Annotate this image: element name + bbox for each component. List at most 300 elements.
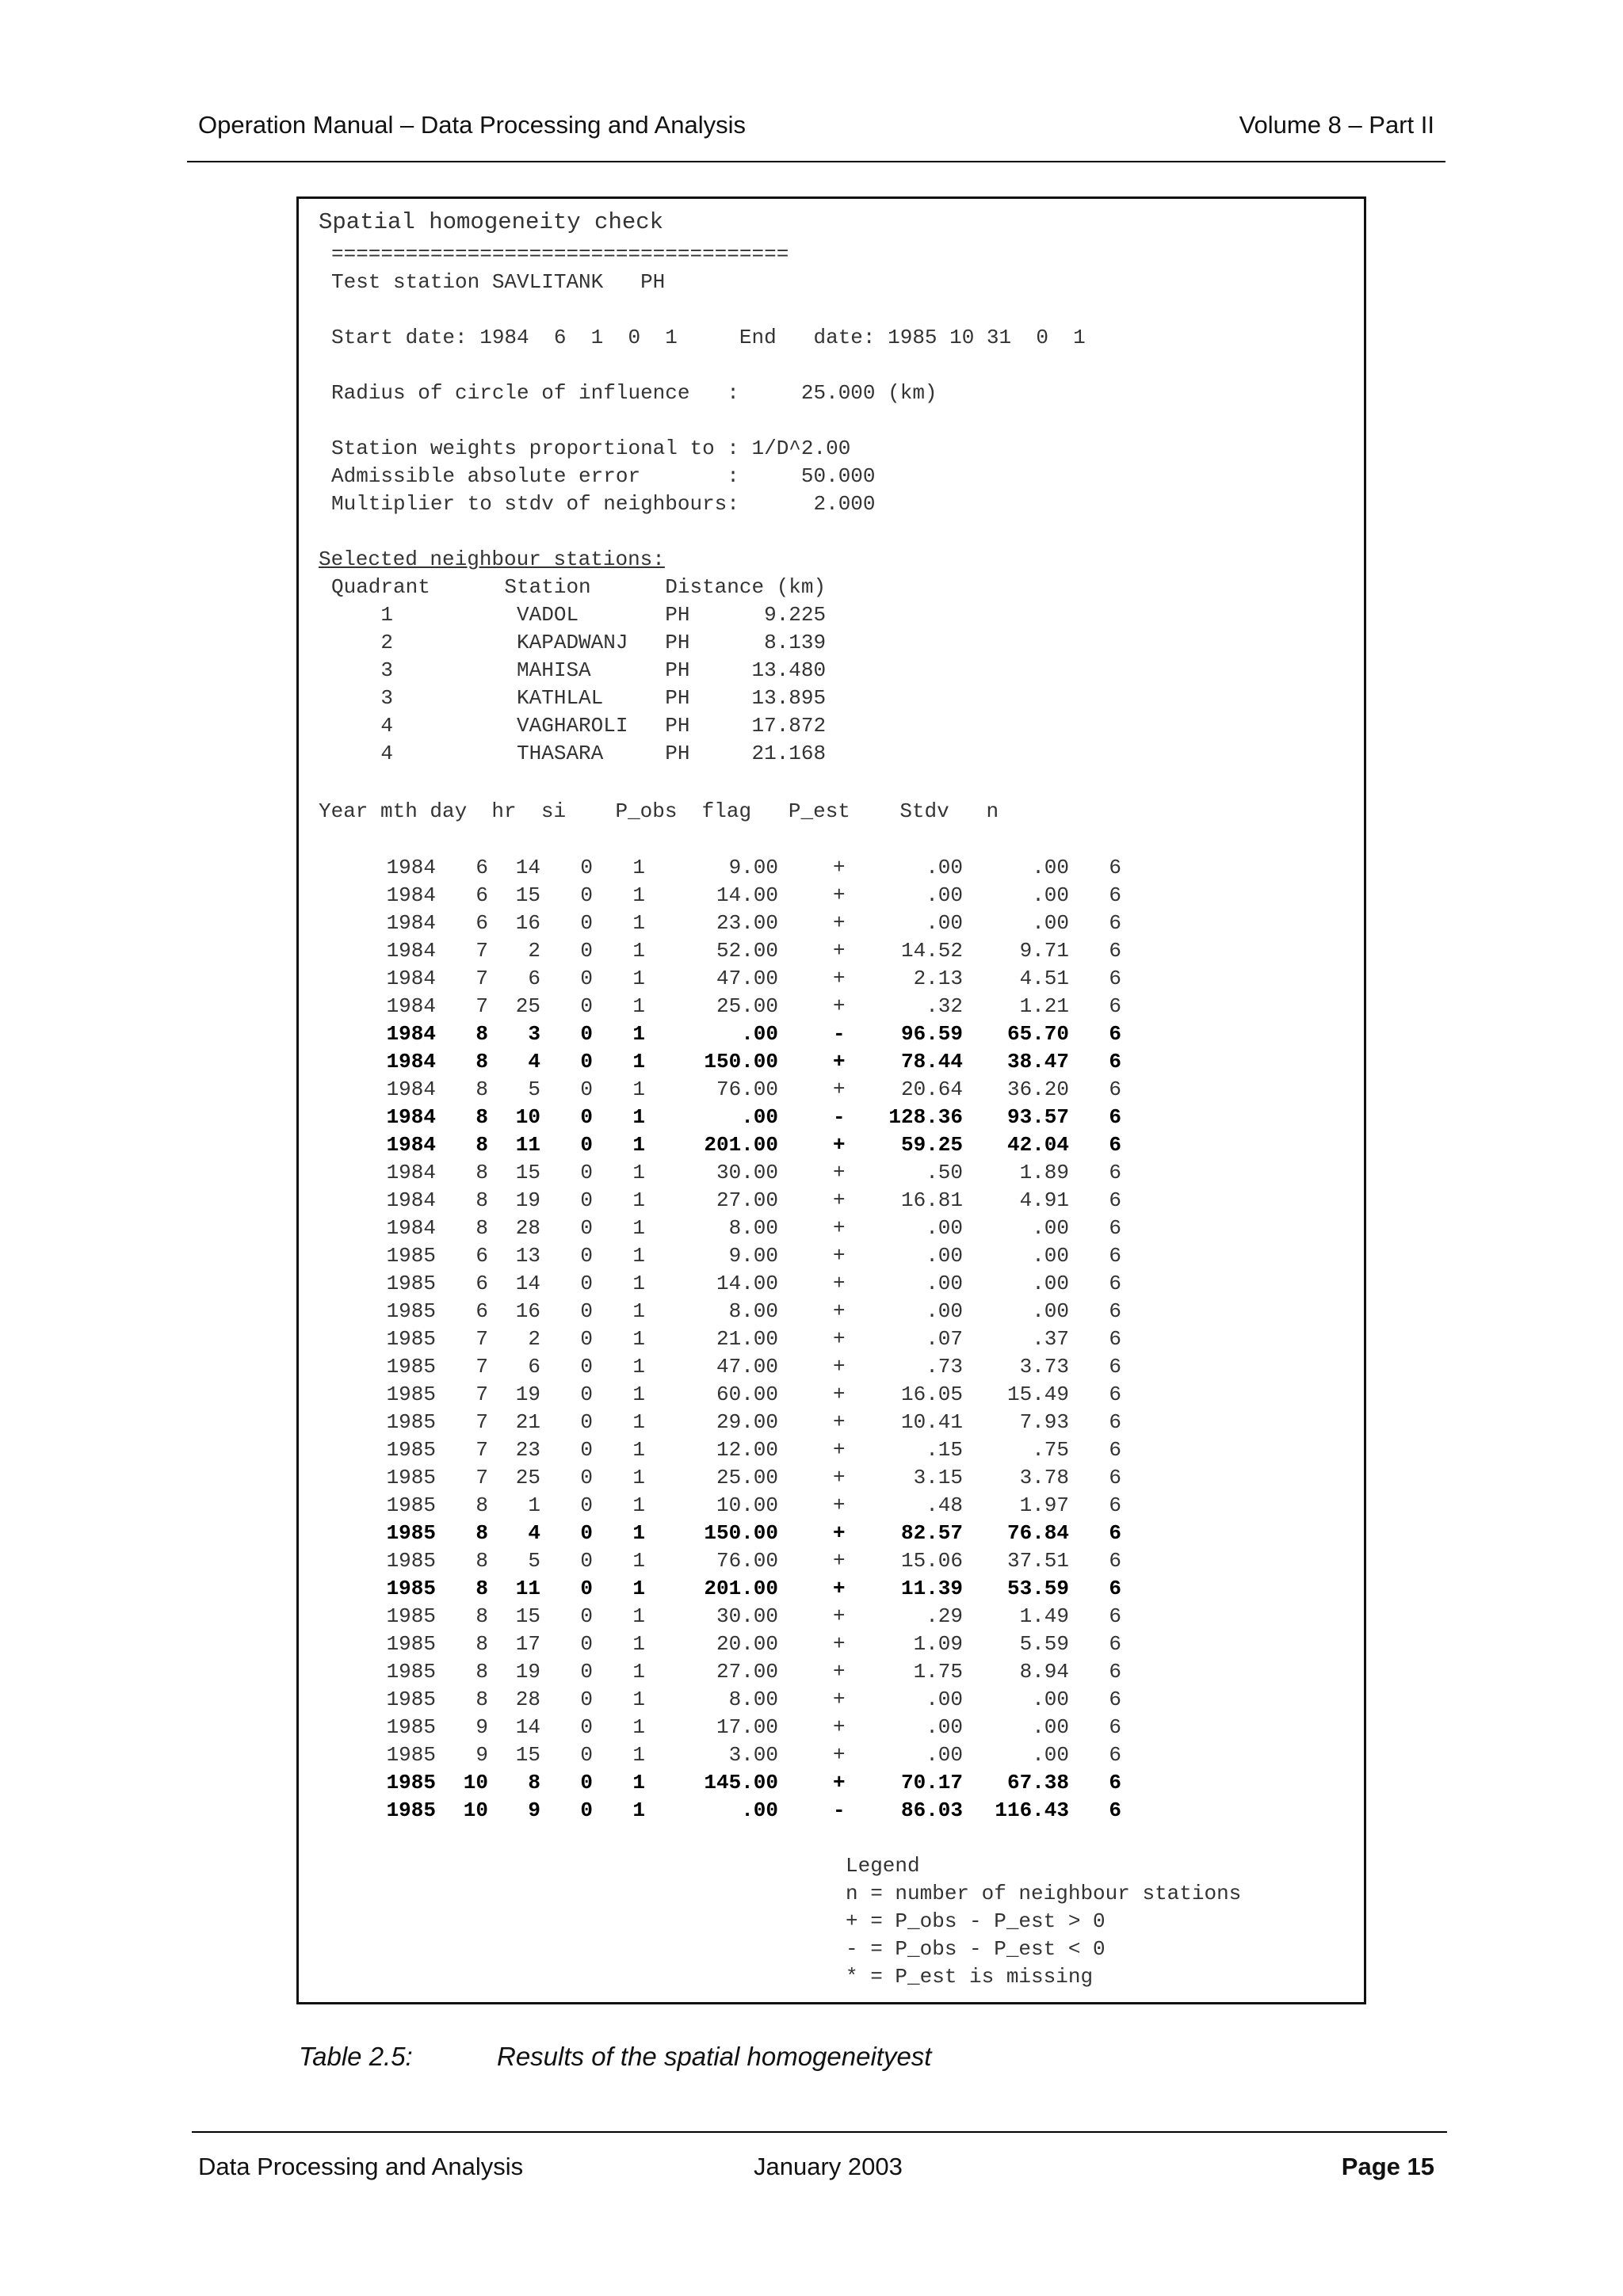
cell-mth: 8 <box>475 1521 488 1545</box>
cell-day: 2 <box>528 1327 540 1351</box>
cell-n: 6 <box>1109 1743 1121 1767</box>
cell-day: 15 <box>515 1604 540 1628</box>
footer-page: Page 15 <box>1341 2153 1434 2180</box>
cell-day: 19 <box>515 1383 540 1406</box>
radius-line: Radius of circle of influence : 25.000 (km) <box>331 381 938 405</box>
cell-pobs: 150.00 <box>704 1521 778 1545</box>
cell-pobs: 9.00 <box>728 856 778 879</box>
cell-pest: 10.41 <box>900 1410 963 1434</box>
cell-stdv: 116.43 <box>995 1798 1069 1822</box>
cell-si: 1 <box>632 1577 645 1600</box>
cell-year: 1984 <box>386 883 436 907</box>
cell-n: 6 <box>1109 1466 1121 1489</box>
cell-n: 6 <box>1109 1355 1121 1379</box>
cell-day: 25 <box>515 1466 540 1489</box>
cell-day: 4 <box>528 1050 540 1074</box>
cell-si: 1 <box>632 856 645 879</box>
cell-pobs: 9.00 <box>728 1244 778 1268</box>
cell-stdv: 37.51 <box>1006 1549 1069 1573</box>
cell-si: 1 <box>632 939 645 963</box>
cell-si: 1 <box>632 1188 645 1212</box>
cell-stdv: 4.91 <box>1019 1188 1069 1212</box>
cell-flag: + <box>833 967 846 990</box>
cell-flag: + <box>833 911 846 935</box>
cell-mth: 8 <box>475 1022 488 1046</box>
cell-flag: + <box>833 1688 846 1711</box>
cell-day: 2 <box>528 939 540 963</box>
cell-hr: 0 <box>580 994 593 1018</box>
cell-pest: .00 <box>926 1715 963 1739</box>
table-row <box>0 1577 1623 1604</box>
cell-day: 28 <box>515 1216 540 1240</box>
cell-si: 1 <box>632 1133 645 1157</box>
cell-year: 1985 <box>386 1798 436 1822</box>
cell-pest: 78.44 <box>900 1050 963 1074</box>
cell-year: 1984 <box>386 1050 436 1074</box>
cell-day: 5 <box>528 1077 540 1101</box>
cell-flag: + <box>833 1521 846 1545</box>
cell-pobs: 12.00 <box>716 1438 778 1462</box>
neighbour-row: 4 THASARA PH 21.168 <box>331 742 827 765</box>
cell-mth: 8 <box>475 1632 488 1656</box>
cell-n: 6 <box>1109 994 1121 1018</box>
cell-pobs: 14.00 <box>716 1272 778 1295</box>
cell-si: 1 <box>632 1105 645 1129</box>
cell-flag: + <box>833 1188 846 1212</box>
cell-stdv: .00 <box>1032 1272 1069 1295</box>
table-row <box>0 1327 1623 1355</box>
cell-year: 1984 <box>386 967 436 990</box>
cell-mth: 10 <box>463 1771 488 1794</box>
cell-mth: 8 <box>475 1688 488 1711</box>
cell-hr: 0 <box>580 1632 593 1656</box>
cell-stdv: 67.38 <box>1006 1771 1069 1794</box>
table-row <box>0 1632 1623 1660</box>
cell-flag: + <box>833 1272 846 1295</box>
cell-hr: 0 <box>580 1216 593 1240</box>
cell-year: 1985 <box>386 1521 436 1545</box>
table-row <box>0 939 1623 967</box>
cell-pobs: 76.00 <box>716 1549 778 1573</box>
cell-n: 6 <box>1109 883 1121 907</box>
cell-day: 25 <box>515 994 540 1018</box>
cell-flag: - <box>833 1798 846 1822</box>
cell-flag: + <box>833 939 846 963</box>
cell-mth: 7 <box>475 939 488 963</box>
cell-si: 1 <box>632 1077 645 1101</box>
cell-pobs: 8.00 <box>728 1216 778 1240</box>
cell-pobs: 52.00 <box>716 939 778 963</box>
table-row <box>0 1244 1623 1272</box>
cell-n: 6 <box>1109 1798 1121 1822</box>
cell-si: 1 <box>632 883 645 907</box>
cell-hr: 0 <box>580 1438 593 1462</box>
cell-day: 15 <box>515 1161 540 1184</box>
cell-pest: 14.52 <box>900 939 963 963</box>
multiplier-line: Multiplier to stdv of neighbours: 2.000 <box>331 492 876 516</box>
cell-pest: 82.57 <box>900 1521 963 1545</box>
cell-flag: + <box>833 1077 846 1101</box>
cell-hr: 0 <box>580 1327 593 1351</box>
cell-mth: 9 <box>475 1715 488 1739</box>
cell-n: 6 <box>1109 1521 1121 1545</box>
cell-n: 6 <box>1109 1299 1121 1323</box>
table-row <box>0 1355 1623 1383</box>
cell-si: 1 <box>632 1216 645 1240</box>
table-row <box>0 1105 1623 1133</box>
cell-n: 6 <box>1109 856 1121 879</box>
cell-si: 1 <box>632 1161 645 1184</box>
cell-flag: + <box>833 1715 846 1739</box>
table-row <box>0 1438 1623 1466</box>
cell-day: 19 <box>515 1660 540 1684</box>
cell-mth: 7 <box>475 994 488 1018</box>
cell-flag: + <box>833 856 846 879</box>
cell-hr: 0 <box>580 1604 593 1628</box>
cell-flag: + <box>833 1299 846 1323</box>
cell-n: 6 <box>1109 1105 1121 1129</box>
cell-year: 1984 <box>386 1133 436 1157</box>
cell-n: 6 <box>1109 939 1121 963</box>
cell-flag: + <box>833 1327 846 1351</box>
header-title: Operation Manual – Data Processing and Analysis <box>198 111 747 139</box>
cell-pobs: 29.00 <box>716 1410 778 1434</box>
cell-n: 6 <box>1109 1604 1121 1628</box>
table-row <box>0 883 1623 911</box>
cell-year: 1985 <box>386 1549 436 1573</box>
cell-day: 6 <box>528 967 540 990</box>
cell-si: 1 <box>632 1660 645 1684</box>
admissible-error-line: Admissible absolute error : 50.000 <box>331 464 876 488</box>
cell-mth: 7 <box>475 1410 488 1434</box>
cell-pobs: 14.00 <box>716 883 778 907</box>
cell-hr: 0 <box>580 1105 593 1129</box>
table-row <box>0 1493 1623 1521</box>
table-row <box>0 856 1623 883</box>
cell-pest: 59.25 <box>900 1133 963 1157</box>
cell-mth: 8 <box>475 1050 488 1074</box>
cell-pobs: .00 <box>741 1798 778 1822</box>
cell-si: 1 <box>632 1521 645 1545</box>
cell-hr: 0 <box>580 1466 593 1489</box>
cell-stdv: 42.04 <box>1006 1133 1069 1157</box>
cell-pobs: 8.00 <box>728 1299 778 1323</box>
cell-si: 1 <box>632 1022 645 1046</box>
table-row <box>0 1798 1623 1826</box>
cell-mth: 7 <box>475 1327 488 1351</box>
cell-year: 1985 <box>386 1244 436 1268</box>
cell-year: 1985 <box>386 1383 436 1406</box>
cell-pest: 20.64 <box>900 1077 963 1101</box>
cell-year: 1985 <box>386 1299 436 1323</box>
cell-year: 1984 <box>386 1161 436 1184</box>
cell-pest: .73 <box>926 1355 963 1379</box>
cell-day: 28 <box>515 1688 540 1711</box>
cell-n: 6 <box>1109 1161 1121 1184</box>
cell-pest: 128.36 <box>888 1105 963 1129</box>
cell-day: 19 <box>515 1188 540 1212</box>
cell-flag: + <box>833 1161 846 1184</box>
cell-mth: 9 <box>475 1743 488 1767</box>
cell-mth: 8 <box>475 1105 488 1129</box>
cell-n: 6 <box>1109 1050 1121 1074</box>
cell-pest: .29 <box>926 1604 963 1628</box>
cell-flag: + <box>833 1632 846 1656</box>
cell-pobs: 3.00 <box>728 1743 778 1767</box>
legend-line: + = P_obs - P_est > 0 <box>846 1909 1106 1933</box>
cell-mth: 6 <box>475 883 488 907</box>
cell-year: 1985 <box>386 1327 436 1351</box>
cell-si: 1 <box>632 1244 645 1268</box>
cell-n: 6 <box>1109 1549 1121 1573</box>
cell-n: 6 <box>1109 1410 1121 1434</box>
cell-hr: 0 <box>580 1133 593 1157</box>
cell-flag: + <box>833 1410 846 1434</box>
neighbour-row: 3 KATHLAL PH 13.895 <box>331 686 827 710</box>
cell-pobs: 8.00 <box>728 1688 778 1711</box>
cell-day: 14 <box>515 856 540 879</box>
cell-si: 1 <box>632 1355 645 1379</box>
cell-pest: 3.15 <box>913 1466 963 1489</box>
cell-flag: + <box>833 994 846 1018</box>
table-row <box>0 1521 1623 1549</box>
table-row <box>0 1743 1623 1771</box>
cell-pest: .50 <box>926 1161 963 1184</box>
table-row <box>0 967 1623 994</box>
cell-hr: 0 <box>580 1577 593 1600</box>
table-row <box>0 1216 1623 1244</box>
cell-pest: .00 <box>926 1216 963 1240</box>
cell-n: 6 <box>1109 1771 1121 1794</box>
cell-day: 3 <box>528 1022 540 1046</box>
cell-si: 1 <box>632 1327 645 1351</box>
neighbours-title: Selected neighbour stations: <box>319 547 665 571</box>
cell-pest: .00 <box>926 1299 963 1323</box>
cell-year: 1985 <box>386 1355 436 1379</box>
cell-hr: 0 <box>580 1660 593 1684</box>
cell-si: 1 <box>632 1299 645 1323</box>
cell-mth: 6 <box>475 1272 488 1295</box>
cell-n: 6 <box>1109 1327 1121 1351</box>
cell-mth: 7 <box>475 1355 488 1379</box>
table-row <box>0 911 1623 939</box>
cell-flag: + <box>833 1050 846 1074</box>
cell-day: 14 <box>515 1715 540 1739</box>
cell-year: 1985 <box>386 1577 436 1600</box>
cell-stdv: 38.47 <box>1006 1050 1069 1074</box>
cell-mth: 8 <box>475 1188 488 1212</box>
cell-day: 10 <box>515 1105 540 1129</box>
cell-mth: 7 <box>475 1438 488 1462</box>
test-station-line: Test station SAVLITANK PH <box>331 270 666 294</box>
cell-pobs: 27.00 <box>716 1660 778 1684</box>
cell-mth: 8 <box>475 1216 488 1240</box>
cell-pobs: 25.00 <box>716 1466 778 1489</box>
cell-n: 6 <box>1109 1715 1121 1739</box>
cell-day: 14 <box>515 1272 540 1295</box>
report-title: Spatial homogeneity check <box>319 209 664 235</box>
cell-mth: 8 <box>475 1493 488 1517</box>
cell-n: 6 <box>1109 1438 1121 1462</box>
cell-si: 1 <box>632 1798 645 1822</box>
cell-year: 1984 <box>386 1188 436 1212</box>
cell-day: 8 <box>528 1771 540 1794</box>
table-row <box>0 1133 1623 1161</box>
cell-pobs: 30.00 <box>716 1604 778 1628</box>
cell-pobs: 21.00 <box>716 1327 778 1351</box>
table-row <box>0 994 1623 1022</box>
cell-pest: .00 <box>926 883 963 907</box>
cell-flag: + <box>833 1577 846 1600</box>
cell-pest: .32 <box>926 994 963 1018</box>
cell-mth: 8 <box>475 1549 488 1573</box>
results-table-header: Year mth day hr si P_obs flag P_est Stdv n <box>319 799 999 823</box>
cell-mth: 7 <box>475 1466 488 1489</box>
cell-year: 1985 <box>386 1632 436 1656</box>
cell-stdv: 1.97 <box>1019 1493 1069 1517</box>
cell-si: 1 <box>632 911 645 935</box>
cell-stdv: .75 <box>1032 1438 1069 1462</box>
cell-stdv: .00 <box>1032 911 1069 935</box>
cell-n: 6 <box>1109 1493 1121 1517</box>
cell-pest: 1.09 <box>913 1632 963 1656</box>
cell-si: 1 <box>632 1438 645 1462</box>
cell-pest: 1.75 <box>913 1660 963 1684</box>
cell-stdv: 1.49 <box>1019 1604 1069 1628</box>
cell-stdv: 7.93 <box>1019 1410 1069 1434</box>
cell-flag: + <box>833 1438 846 1462</box>
cell-stdv: 76.84 <box>1006 1521 1069 1545</box>
cell-hr: 0 <box>580 1022 593 1046</box>
cell-flag: + <box>833 1660 846 1684</box>
footer-date: January 2003 <box>754 2153 903 2180</box>
table-row <box>0 1161 1623 1188</box>
cell-day: 11 <box>515 1577 540 1600</box>
cell-pobs: 150.00 <box>704 1050 778 1074</box>
cell-mth: 8 <box>475 1577 488 1600</box>
cell-pobs: .00 <box>741 1105 778 1129</box>
cell-pest: .00 <box>926 856 963 879</box>
cell-hr: 0 <box>580 1383 593 1406</box>
cell-pest: 86.03 <box>900 1798 963 1822</box>
cell-pobs: 201.00 <box>704 1133 778 1157</box>
cell-si: 1 <box>632 1050 645 1074</box>
cell-pobs: 27.00 <box>716 1188 778 1212</box>
header-volume: Volume 8 – Part II <box>1239 111 1434 139</box>
table-row <box>0 1022 1623 1050</box>
cell-hr: 0 <box>580 1188 593 1212</box>
cell-day: 4 <box>528 1521 540 1545</box>
cell-n: 6 <box>1109 1577 1121 1600</box>
cell-hr: 0 <box>580 1410 593 1434</box>
cell-si: 1 <box>632 1466 645 1489</box>
cell-n: 6 <box>1109 1272 1121 1295</box>
cell-year: 1985 <box>386 1272 436 1295</box>
cell-si: 1 <box>632 1771 645 1794</box>
table-row <box>0 1299 1623 1327</box>
cell-year: 1985 <box>386 1438 436 1462</box>
cell-stdv: .37 <box>1032 1327 1069 1351</box>
cell-stdv: 1.21 <box>1019 994 1069 1018</box>
cell-stdv: .00 <box>1032 856 1069 879</box>
cell-year: 1985 <box>386 1771 436 1794</box>
cell-pest: .00 <box>926 1272 963 1295</box>
cell-day: 16 <box>515 1299 540 1323</box>
table-row <box>0 1604 1623 1632</box>
table-row <box>0 1410 1623 1438</box>
legend-line: n = number of neighbour stations <box>846 1882 1242 1905</box>
cell-hr: 0 <box>580 1493 593 1517</box>
cell-pobs: 201.00 <box>704 1577 778 1600</box>
cell-flag: + <box>833 1244 846 1268</box>
cell-year: 1984 <box>386 1022 436 1046</box>
cell-hr: 0 <box>580 1549 593 1573</box>
cell-hr: 0 <box>580 1161 593 1184</box>
cell-si: 1 <box>632 994 645 1018</box>
cell-n: 6 <box>1109 1077 1121 1101</box>
cell-hr: 0 <box>580 883 593 907</box>
caption-label: Table 2.5: <box>299 2042 413 2071</box>
cell-day: 21 <box>515 1410 540 1434</box>
neighbour-row: 1 VADOL PH 9.225 <box>331 603 827 627</box>
cell-pest: 70.17 <box>900 1771 963 1794</box>
cell-si: 1 <box>632 1493 645 1517</box>
cell-flag: + <box>833 1133 846 1157</box>
cell-flag: + <box>833 1383 846 1406</box>
cell-hr: 0 <box>580 1688 593 1711</box>
cell-pest: 11.39 <box>900 1577 963 1600</box>
cell-day: 11 <box>515 1133 540 1157</box>
cell-hr: 0 <box>580 856 593 879</box>
cell-pest: .00 <box>926 1688 963 1711</box>
cell-n: 6 <box>1109 967 1121 990</box>
cell-stdv: .00 <box>1032 1715 1069 1739</box>
cell-pobs: .00 <box>741 1022 778 1046</box>
table-row <box>0 1466 1623 1493</box>
cell-n: 6 <box>1109 911 1121 935</box>
neighbour-row: 2 KAPADWANJ PH 8.139 <box>331 631 827 654</box>
cell-stdv: 53.59 <box>1006 1577 1069 1600</box>
cell-day: 15 <box>515 1743 540 1767</box>
table-row <box>0 1050 1623 1077</box>
cell-year: 1985 <box>386 1493 436 1517</box>
cell-flag: + <box>833 1355 846 1379</box>
footer-title: Data Processing and Analysis <box>198 2153 524 2180</box>
cell-day: 23 <box>515 1438 540 1462</box>
cell-mth: 8 <box>475 1604 488 1628</box>
table-row <box>0 1272 1623 1299</box>
cell-pest: .00 <box>926 1244 963 1268</box>
cell-year: 1985 <box>386 1410 436 1434</box>
cell-mth: 6 <box>475 911 488 935</box>
cell-flag: + <box>833 883 846 907</box>
cell-stdv: 9.71 <box>1019 939 1069 963</box>
cell-mth: 8 <box>475 1133 488 1157</box>
cell-year: 1985 <box>386 1604 436 1628</box>
header-divider <box>187 161 1445 162</box>
cell-flag: + <box>833 1549 846 1573</box>
cell-day: 5 <box>528 1549 540 1573</box>
cell-year: 1985 <box>386 1743 436 1767</box>
cell-hr: 0 <box>580 1077 593 1101</box>
legend-line: - = P_obs - P_est < 0 <box>846 1937 1106 1961</box>
date-range-line: Start date: 1984 6 1 0 1 End date: 1985 10 31 0 1 <box>331 326 1086 349</box>
legend-line: * = P_est is missing <box>846 1965 1094 1989</box>
cell-year: 1985 <box>386 1660 436 1684</box>
weights-line: Station weights proportional to : 1/D^2.00 <box>331 437 851 460</box>
cell-pobs: 60.00 <box>716 1383 778 1406</box>
cell-flag: + <box>833 1466 846 1489</box>
